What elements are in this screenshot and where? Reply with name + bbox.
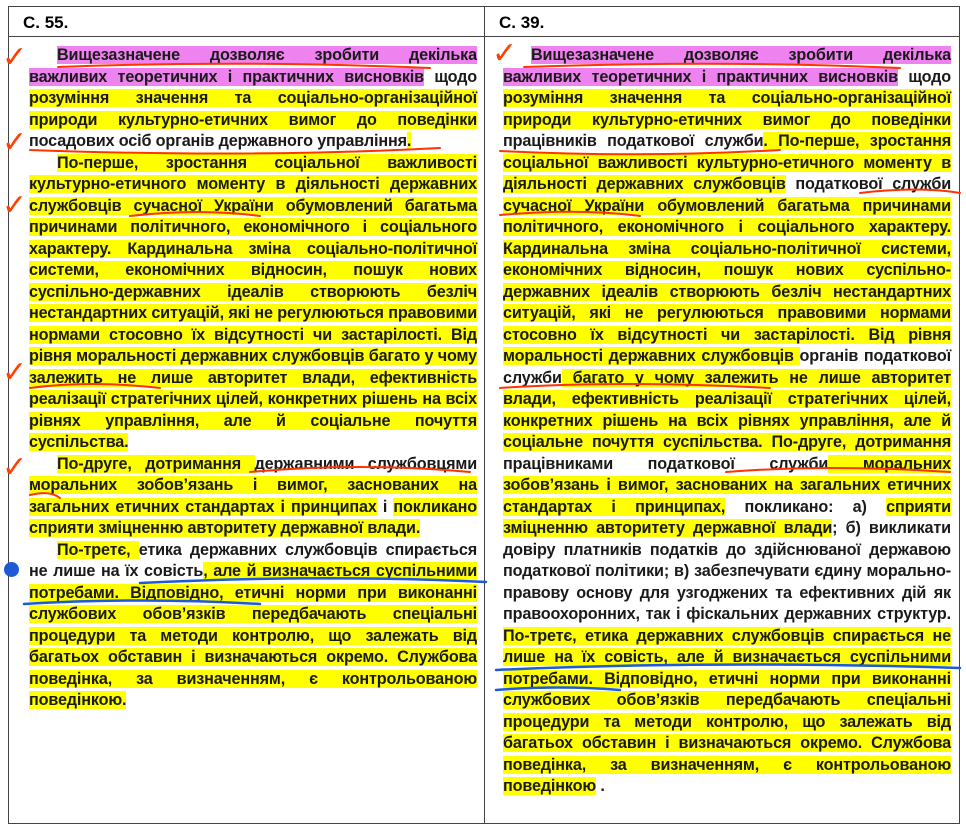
left-paragraph-4: По-третє, етика державних службовців спирається не лише на їх совість, але й визначається суспільними потребами. Відповідно, етичні норми при виконанні службових обов’язків передбачають спеціальні процедури та методи контролю, що залежать від багатьох обставин і визначаються окремо. Службова поведінка, за визначенням, є контрольованою поведінкою.	[29, 540, 477, 709]
left-column	[9, 7, 485, 823]
comparison-table	[8, 6, 960, 824]
right-paragraph-1: Вищезазначене дозволяє зробити декілька важливих теоретичних і практичних висновків щодо розуміння значення та соціально-організаційної природи культурно-етичних вимог до поведінки працівників податкової служби. По-перше, зростання соціальної важливості культурно-етичного моменту в діяльності державних службовців податкової служби сучасної України обумовлений багатьма причинами політичного, економічного і соціального характеру. Кардинальна зміна соціально-політичної системи, економічних відносин, пошук нових суспільно-державних ідеалів створюють безліч нестандартних ситуацій, які не регулюються правовими нормами стосовно їх відсутності чи застарілості. Від рівня моральності державних службовців органів податкової служби багато у чому залежить не лише авторитет влади, ефективність реалізації стратегічних цілей, конкретних рішень на всіх рівнях управління, але й соціальне почуття суспільства. По-друге, дотримання працівниками податкової служби моральних зобов’язань і вимог, заснованих на загальних етичних стандартах і принципах, покликано: а) сприяти зміцненню авторитету державної влади; б) викликати довіру платників податків до здійснюваної державою податкової політики; в) забезпечувати єдину морально-правову основу для узгоджених та ефективних дій як правоохоронних, так і фіскальних державних структур. По-третє, етика державних службовців спирається не лише на їх совість, але й визначається суспільними потребами. Відповідно, етичні норми при виконанні службових обов’язків передбачають спеціальні процедури та методи контролю, що залежать від багатьох обставин і визначаються окремо. Службова поведінка, за визначенням, є контрольованою поведінкою .	[503, 46, 952, 795]
annotation-dot	[4, 562, 19, 577]
checkmark-icon: ✓	[492, 36, 518, 71]
right-column	[485, 7, 959, 823]
checkmark-icon: ✓	[2, 125, 28, 160]
checkmark-icon: ✓	[2, 188, 28, 223]
left-text	[29, 45, 477, 712]
right-text	[503, 45, 951, 798]
checkmark-icon: ✓	[2, 450, 28, 485]
left-paragraph-3: По-друге, дотримання державними службовцями моральних зобов’язань і вимог, заснованих на загальних етичних стандартах і принципах і покликано сприяти зміцненню авторитету державної влади.	[29, 454, 477, 537]
checkmark-icon: ✓	[2, 355, 28, 390]
left-page-label: С. 55.	[9, 7, 484, 37]
left-paragraph-1: Вищезазначене дозволяє зробити декілька важливих теоретичних і практичних висновків щодо розуміння значення та соціально-організаційної природи культурно-етичних вимог до поведінки посадових осіб органів державного управління.	[29, 46, 478, 150]
right-page-label: С. 39.	[485, 7, 959, 37]
left-paragraph-2: По-перше, зростання соціальної важливості культурно-етичного моменту в діяльності державних службовців сучасної України обумовлений багатьма причинами політичного, економічного і соціального характеру. Кардинальна зміна соціально-політичної системи, економічних відносин, пошук нових суспільно-державних ідеалів створюють безліч нестандартних ситуацій, які не регулюються правовими нормами стосовно їх відсутності чи застарілості. Від рівня моральності державних службовців багато у чому залежить не лише авторитет влади, ефективність реалізації стратегічних цілей, конкретних рішень на всіх рівнях управління, але й соціальне почуття суспільства.	[29, 153, 477, 451]
checkmark-icon: ✓	[2, 40, 28, 75]
